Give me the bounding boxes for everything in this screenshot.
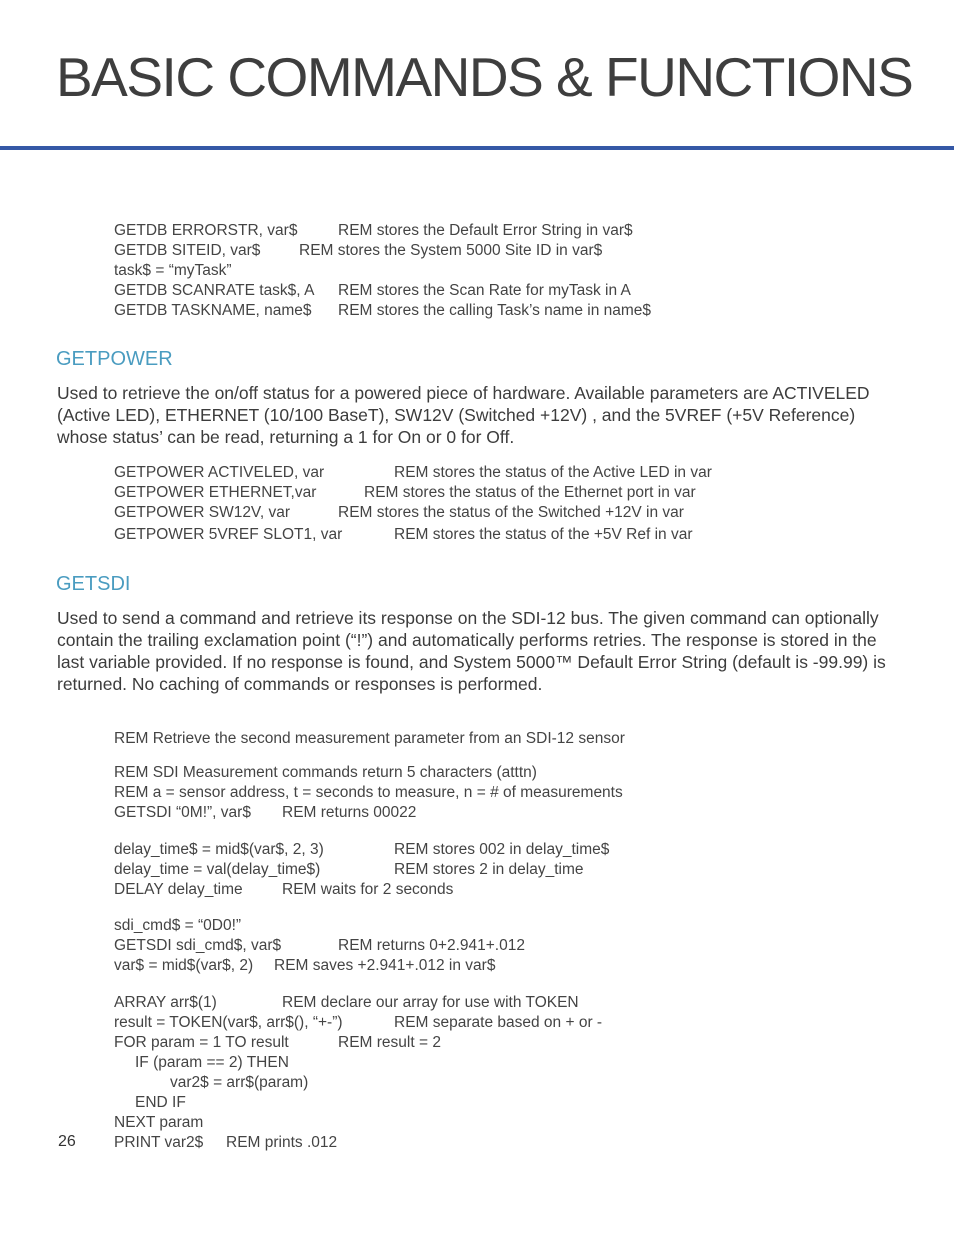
code-line (114, 301, 652, 321)
code-comment: REM returns 00022 (282, 804, 417, 821)
code-text: IF (param == 2) THEN (135, 1054, 289, 1071)
code-line (114, 993, 579, 1013)
getsdi-code-block-4 (114, 993, 603, 1153)
code-line (114, 261, 314, 281)
code-line (114, 860, 584, 880)
code-line (114, 916, 281, 936)
code-line (114, 1113, 343, 1133)
code-comment: REM separate based on + or - (394, 1014, 603, 1031)
code-comment: REM prints .012 (226, 1134, 338, 1151)
code-line (114, 803, 623, 823)
code-text: GETDB SCANRATE task$, A (114, 282, 315, 299)
code-text: GETSDI sdi_cmd$, var$ (114, 937, 282, 954)
page-number: 26 (58, 1133, 76, 1150)
code-line (114, 241, 603, 261)
code-line (114, 1033, 441, 1053)
code-text: sdi_cmd$ = “0D0!” (114, 917, 242, 934)
code-comment: REM stores the Scan Rate for myTask in A (338, 282, 631, 299)
code-line (114, 221, 633, 241)
getpower-code-example (114, 463, 712, 545)
getpower-description: Used to retrieve the on/off status for a powered piece of hardware. Available parameters are ACTIVELED (Active LED), ETHERNET (10/100 BaseT), SW12V (Switched +12V) , and the 5VREF (+5V Reference) whose status’ can be read, returning a 1 for On or 0 for Off. (57, 383, 870, 447)
code-comment: REM stores the status of the Active LED in var (394, 464, 712, 481)
code-text: var2$ = arr$(param) (170, 1074, 309, 1091)
section-heading-getsdi: GETSDI (56, 573, 131, 595)
code-comment: REM saves +2.941+.012 in var$ (274, 957, 496, 974)
code-line (114, 956, 496, 976)
code-comment: REM waits for 2 seconds (282, 881, 454, 898)
code-comment: REM stores the calling Task’s name in name$ (338, 302, 652, 319)
getsdi-code-block-2 (114, 840, 610, 900)
code-text: GETPOWER ACTIVELED, var (114, 464, 325, 481)
code-line (114, 525, 693, 545)
getdb-code-example (114, 221, 652, 321)
code-text: GETDB SITEID, var$ (114, 242, 261, 259)
code-text: GETPOWER 5VREF SLOT1, var (114, 526, 343, 543)
code-comment: REM stores the status of the +5V Ref in var (394, 526, 693, 543)
code-text: GETSDI “0M!”, var$ (114, 804, 251, 821)
code-text: GETDB TASKNAME, name$ (114, 302, 312, 319)
code-text: END IF (135, 1094, 186, 1111)
code-text: NEXT param (114, 1114, 204, 1131)
code-comment: REM stores 002 in delay_time$ (394, 841, 610, 858)
code-line (114, 936, 525, 956)
code-text: delay_time = val(delay_time$) (114, 861, 321, 878)
getsdi-description: Used to send a command and retrieve its response on the SDI-12 bus. The given command can optionally contain the trailing exclamation point (“!”) and automatically performs retries. The response is stored in the last variable provided. If no response is found, and System 5000™ Default Error String (default is -99.99) is returned. No caching of commands or responses is performed. (57, 608, 886, 694)
title-divider (0, 146, 954, 150)
code-text: ARRAY arr$(1) (114, 994, 217, 1011)
code-comment: REM result = 2 (338, 1034, 441, 1051)
code-comment: REM stores 2 in delay_time (394, 861, 584, 878)
code-text: REM a = sensor address, t = seconds to measure, n = # of measurements (114, 784, 623, 801)
code-line (114, 783, 623, 803)
code-line (114, 483, 696, 503)
code-text: DELAY delay_time (114, 881, 243, 898)
code-line (114, 1093, 343, 1113)
code-text: var$ = mid$(var$, 2) (114, 957, 254, 974)
code-line (114, 880, 454, 900)
code-comment: REM stores the status of the Ethernet port in var (364, 484, 696, 501)
section-heading-getpower: GETPOWER (56, 348, 173, 370)
code-text: task$ = “myTask” (114, 262, 232, 279)
code-line (114, 840, 610, 860)
code-text: FOR param = 1 TO result (114, 1034, 289, 1051)
code-line (114, 1073, 343, 1093)
code-comment: REM stores the Default Error String in var$ (338, 222, 633, 239)
code-line (114, 463, 712, 483)
code-line (114, 729, 625, 749)
code-comment: REM stores the System 5000 Site ID in var$ (299, 242, 603, 259)
getsdi-code-block-1 (114, 763, 623, 823)
code-text: GETPOWER SW12V, var (114, 504, 290, 521)
code-text: GETPOWER ETHERNET,var (114, 484, 317, 501)
code-comment: REM declare our array for use with TOKEN (282, 994, 579, 1011)
code-line (114, 1013, 603, 1033)
code-text: delay_time$ = mid$(var$, 2, 3) (114, 841, 324, 858)
code-comment: REM returns 0+2.941+.012 (338, 937, 525, 954)
code-line (114, 1133, 343, 1153)
getsdi-code-comment-line (114, 729, 625, 749)
code-line (114, 763, 623, 783)
getsdi-code-block-3 (114, 916, 525, 976)
page-title: BASIC COMMANDS & FUNCTIONS (56, 46, 913, 108)
code-comment: REM stores the status of the Switched +12V in var (338, 504, 684, 521)
code-text: GETDB ERRORSTR, var$ (114, 222, 298, 239)
code-line (114, 1053, 343, 1073)
code-text: result = TOKEN(var$, arr$(), “+-”) (114, 1014, 343, 1031)
code-text: REM Retrieve the second measurement parameter from an SDI-12 sensor (114, 730, 625, 747)
code-line (114, 503, 684, 523)
code-text: PRINT var2$ (114, 1134, 204, 1151)
code-line (114, 281, 631, 301)
code-text: REM SDI Measurement commands return 5 characters (atttn) (114, 764, 537, 781)
